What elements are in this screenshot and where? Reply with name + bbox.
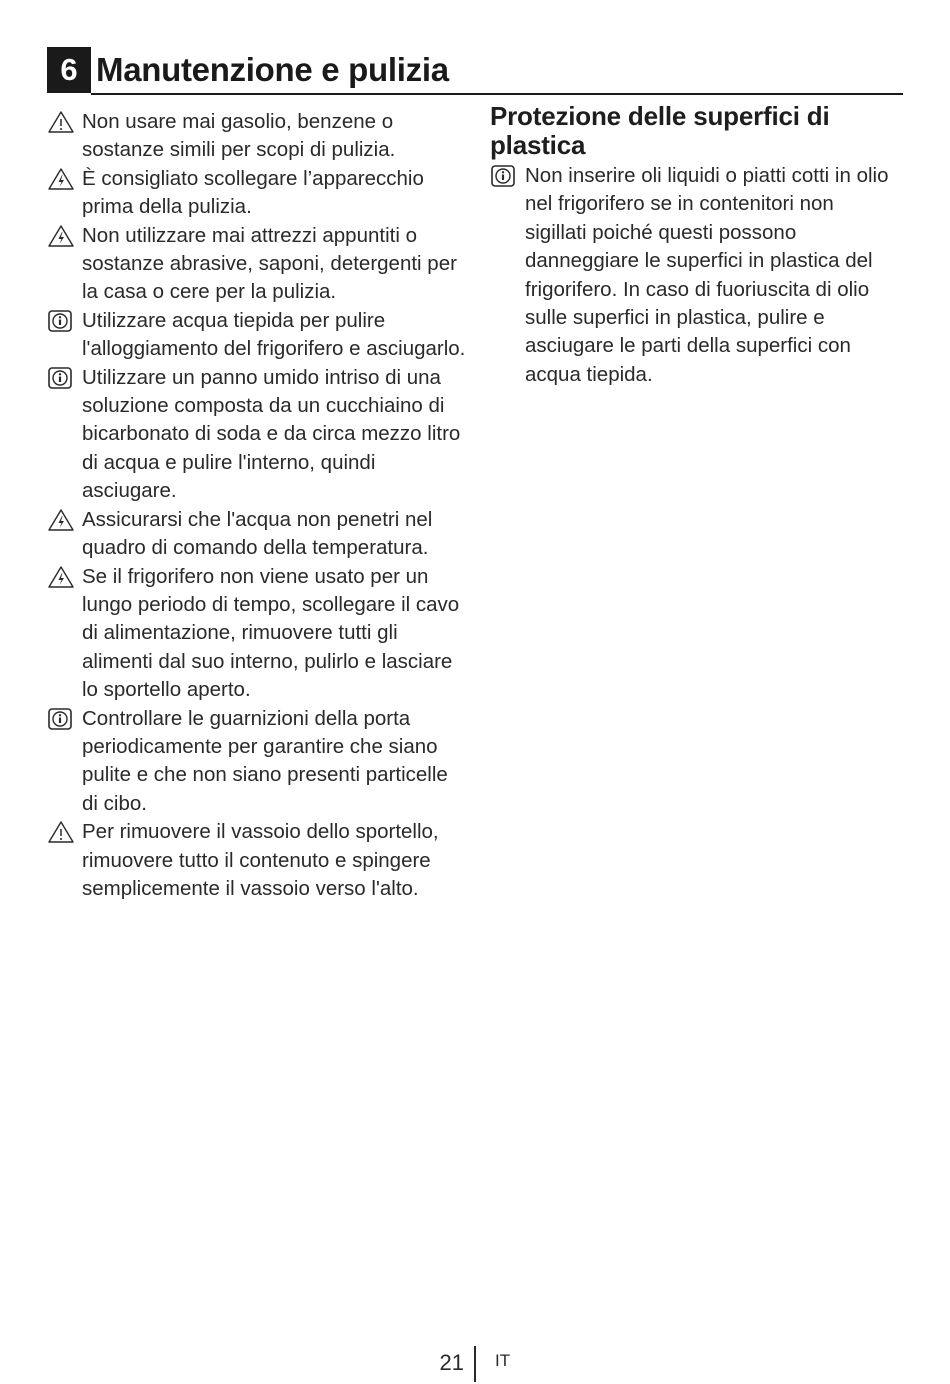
item-text: Utilizzare acqua tiepida per pulire l'alloggiamento del frigorifero e asciugarlo. [82, 308, 466, 361]
list-item [47, 563, 467, 705]
info-icon [47, 366, 75, 390]
right-column [490, 102, 900, 389]
item-text: Assicurarsi che l'acqua non penetri nel quadro di comando della temperatura. [82, 507, 433, 560]
subsection-heading: Protezione delle superfici di plastica [490, 101, 830, 160]
electric-warning-icon [47, 565, 75, 589]
electric-warning-icon [47, 167, 75, 191]
list-item [47, 705, 467, 819]
list-item [47, 506, 467, 563]
item-text: Se il frigorifero non viene usato per un lungo periodo di tempo, scollegare il cavo di alimentazione, rimuovere tutti gli alimenti dal suo interno, pulirlo e lasciare lo sportello aperto. [82, 564, 460, 702]
item-text: Controllare le guarnizioni della porta periodicamente per garantire che siano pulite e che non siano presenti particelle di cibo. [82, 706, 448, 815]
item-text: Non usare mai gasolio, benzene o sostanze simili per scopi di pulizia. [82, 110, 396, 162]
list-item [47, 307, 467, 364]
list-item [47, 165, 467, 222]
warning-icon [47, 110, 75, 134]
section-title: Manutenzione e pulizia [96, 51, 449, 88]
item-text: È consigliato scollegare l’apparecchio prima della pulizia. [82, 166, 424, 219]
list-item [490, 162, 900, 389]
electric-warning-icon [47, 224, 75, 248]
left-column [47, 108, 467, 903]
info-icon [47, 309, 75, 333]
item-text: Non inserire oli liquidi o piatti cotti in olio nel frigorifero se in contenitori non sigillati poiché questi possono danneggiare le superfici in plastica del frigorifero. In caso di fuoriuscita di olio sulle superfici in plastica, pulire e asciugare le parti della superfici con acqua tiepida. [525, 164, 889, 386]
section-number: 6 [47, 47, 91, 93]
list-item [47, 364, 467, 506]
page-number: 21 [439, 1350, 464, 1375]
item-text: Non utilizzare mai attrezzi appuntiti o sostanze abrasive, saponi, detergenti per la casa o cere per la pulizia. [82, 223, 457, 304]
footer-divider [474, 1346, 476, 1382]
warning-icon [47, 820, 75, 844]
info-icon [490, 164, 518, 188]
electric-warning-icon [47, 508, 75, 532]
item-text: Per rimuovere il vassoio dello sportello, rimuovere tutto il contenuto e spingere semplicemente il vassoio verso l'alto. [82, 820, 439, 900]
list-item [47, 818, 467, 903]
info-icon [47, 707, 75, 731]
list-item [47, 108, 467, 165]
language-code: IT [495, 1351, 511, 1370]
section-header [47, 47, 903, 95]
item-text: Utilizzare un panno umido intriso di una soluzione composta da un cucchiaino di bicarbonato di soda e da circa mezzo litro di acqua e pulire l'interno, quindi asciugare. [82, 365, 461, 503]
section-rule [91, 93, 903, 95]
list-item [47, 222, 467, 307]
